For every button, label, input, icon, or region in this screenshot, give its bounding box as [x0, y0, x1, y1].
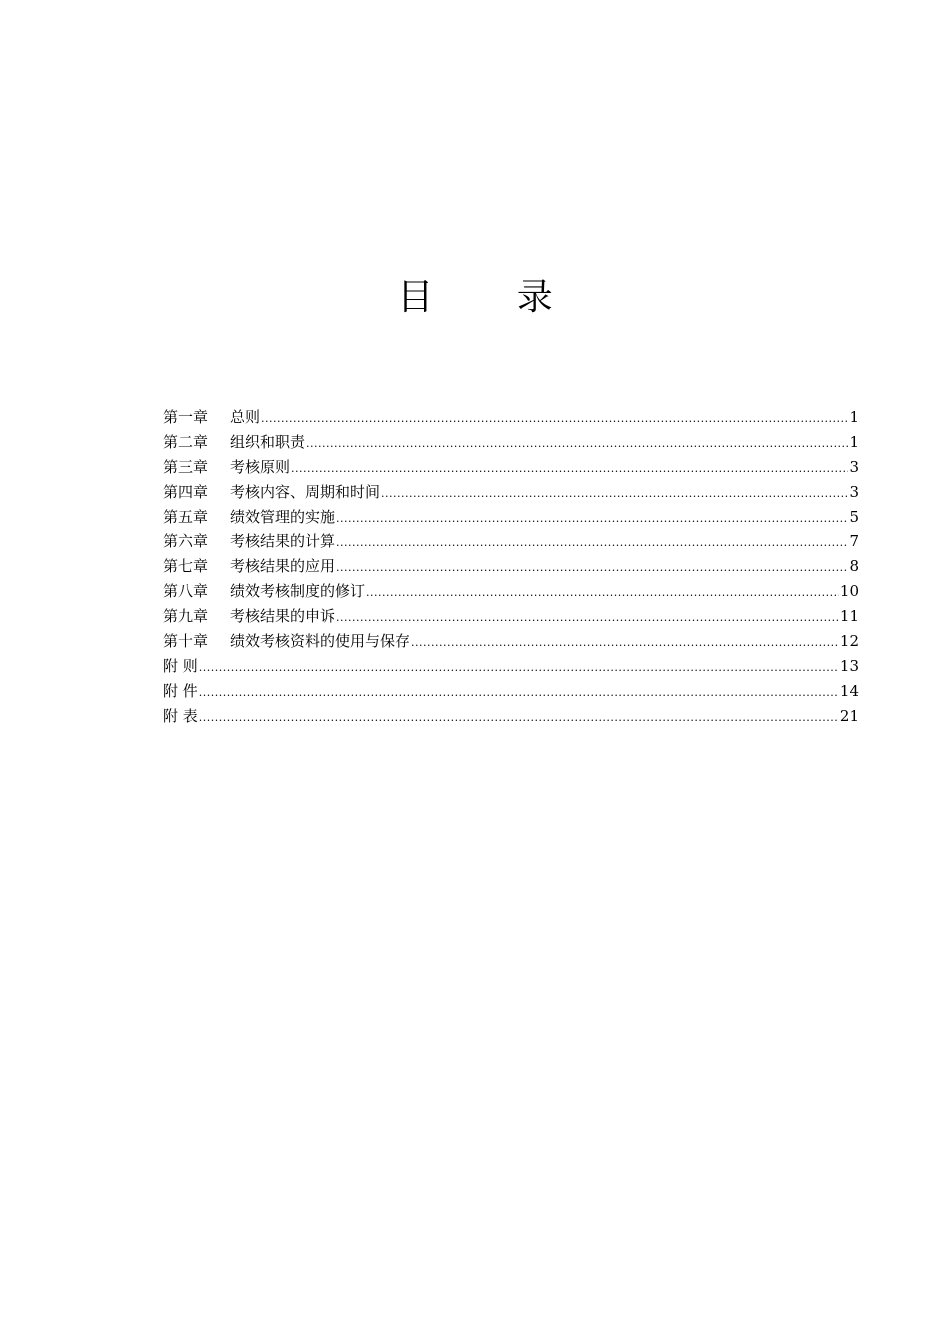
toc-chapter-title: 绩效考核资料的使用与保存 [230, 632, 411, 651]
toc-page-number: 8 [849, 557, 859, 576]
toc-chapter-title: 绩效管理的实施 [230, 507, 336, 526]
toc-entry-5[interactable] [163, 505, 859, 530]
toc-page-number: 12 [839, 632, 859, 651]
toc-entry-appendix-rules[interactable] [163, 654, 859, 679]
table-of-contents [163, 405, 859, 729]
toc-chapter-title: 绩效考核制度的修订 [230, 582, 366, 601]
toc-chapter-number: 附 件 [163, 681, 198, 700]
toc-chapter-title: 组织和职责 [230, 432, 306, 451]
toc-entry-2[interactable] [163, 430, 859, 455]
toc-page-number: 7 [849, 532, 859, 551]
toc-entry-attachments[interactable] [163, 679, 859, 704]
toc-entry-1[interactable] [163, 405, 859, 430]
toc-chapter-number: 第八章 [163, 582, 209, 601]
toc-chapter-number: 第二章 [163, 432, 209, 451]
toc-chapter-number: 第四章 [163, 482, 209, 501]
toc-page-number: 3 [849, 457, 859, 476]
toc-entry-10[interactable] [163, 629, 859, 654]
toc-dot-leader [336, 531, 848, 556]
toc-dot-leader [261, 407, 848, 432]
toc-page-number: 1 [849, 408, 859, 426]
toc-dot-leader [366, 581, 839, 606]
toc-dot-leader [199, 681, 839, 706]
toc-chapter-number: 第五章 [163, 507, 209, 526]
toc-dot-leader [306, 432, 848, 457]
toc-entry-4[interactable] [163, 480, 859, 505]
toc-chapter-number: 第十章 [163, 632, 209, 651]
toc-dot-leader [199, 706, 839, 731]
toc-page-number: 1 [849, 432, 859, 451]
toc-chapter-title: 考核结果的应用 [230, 557, 336, 576]
toc-entry-7[interactable] [163, 554, 859, 579]
toc-page-number: 21 [839, 706, 859, 725]
toc-dot-leader [381, 482, 848, 507]
toc-page-number: 5 [849, 507, 859, 526]
toc-chapter-number: 附 则 [163, 656, 198, 675]
toc-dot-leader [291, 457, 848, 482]
toc-entry-3[interactable] [163, 455, 859, 480]
toc-chapter-number: 附 表 [163, 706, 198, 725]
toc-dot-leader [199, 656, 839, 681]
toc-chapter-title: 考核结果的申诉 [230, 607, 336, 626]
toc-chapter-number: 第六章 [163, 532, 209, 551]
toc-chapter-title: 考核原则 [230, 457, 291, 476]
toc-page-number: 10 [839, 582, 859, 601]
toc-chapter-number: 第九章 [163, 607, 209, 626]
toc-dot-leader [411, 631, 839, 656]
toc-title: 目 录 [397, 277, 589, 318]
toc-dot-leader [336, 606, 839, 631]
toc-chapter-number: 第七章 [163, 557, 209, 576]
toc-chapter-title: 总则 [230, 408, 261, 426]
toc-entry-6[interactable] [163, 529, 859, 554]
toc-page-number: 14 [839, 681, 859, 700]
toc-dot-leader [336, 556, 848, 581]
toc-chapter-number: 第一章 [163, 408, 209, 426]
toc-page-number: 13 [839, 656, 859, 675]
toc-chapter-title: 考核结果的计算 [230, 532, 336, 551]
toc-page-number: 11 [839, 607, 859, 626]
toc-dot-leader [336, 507, 848, 532]
toc-page-number: 3 [849, 482, 859, 501]
toc-entry-8[interactable] [163, 579, 859, 604]
toc-entry-9[interactable] [163, 604, 859, 629]
toc-chapter-title: 考核内容、周期和时间 [230, 482, 381, 501]
toc-entry-tables[interactable] [163, 704, 859, 729]
toc-chapter-number: 第三章 [163, 457, 209, 476]
